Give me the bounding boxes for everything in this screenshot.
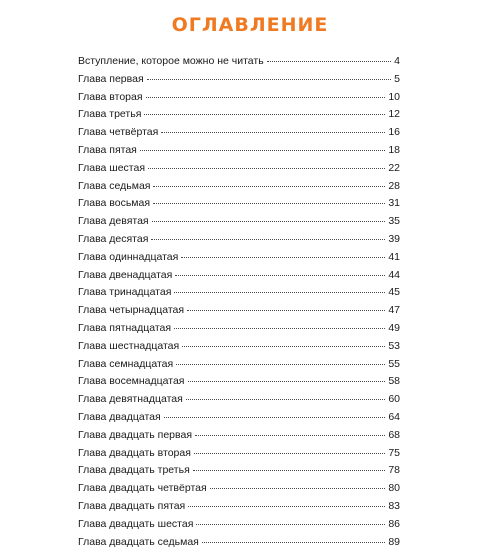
toc-entry	[78, 284, 400, 302]
toc-entry	[78, 320, 400, 338]
toc-entry	[78, 534, 400, 551]
toc-entry-title: Глава шестнадцатая	[78, 339, 180, 352]
toc-entry-page-number: 39	[388, 232, 400, 245]
toc-entry-page-number: 10	[388, 90, 400, 103]
dot-leader	[153, 202, 385, 204]
toc-entry-page-number: 89	[388, 535, 400, 548]
toc-entry-title: Глава первая	[78, 72, 144, 85]
toc-entry-page-number: 58	[388, 375, 400, 388]
toc-entry-title: Глава третья	[78, 108, 142, 121]
toc-entry-page-number: 83	[388, 499, 400, 512]
toc-entry-page-number: 22	[388, 161, 400, 174]
toc-entry	[78, 231, 400, 249]
toc-entry	[78, 498, 400, 516]
dot-leader	[164, 416, 386, 418]
dot-leader	[144, 113, 385, 115]
toc-entry-title: Глава двадцать четвёртая	[78, 482, 207, 495]
dot-leader	[146, 96, 386, 98]
toc-entry-title: Глава седьмая	[78, 179, 151, 192]
toc-entry	[78, 71, 400, 89]
dot-leader	[194, 452, 385, 454]
dot-leader	[202, 541, 385, 543]
dot-leader	[148, 167, 385, 169]
toc-entry-page-number: 64	[388, 410, 400, 423]
toc-entry-title: Глава вторая	[78, 90, 143, 103]
toc-entry-page-number: 75	[388, 446, 400, 459]
toc-entry	[78, 160, 400, 178]
toc-entry	[78, 195, 400, 213]
dot-leader	[175, 274, 385, 276]
toc-entry-page-number: 16	[388, 126, 400, 139]
dot-leader	[152, 220, 386, 222]
dot-leader	[176, 363, 385, 365]
toc-entry-page-number: 55	[388, 357, 400, 370]
toc-list	[78, 53, 400, 551]
toc-entry-title: Глава одиннадцатая	[78, 250, 179, 263]
toc-entry-title: Глава двадцать третья	[78, 464, 190, 477]
toc-entry	[78, 338, 400, 356]
toc-entry-title: Глава пятая	[78, 143, 137, 156]
toc-entry	[78, 106, 400, 124]
dot-leader	[196, 523, 385, 525]
toc-entry-page-number: 68	[388, 428, 400, 441]
dot-leader	[188, 380, 386, 382]
dot-leader	[151, 238, 385, 240]
toc-entry	[78, 267, 400, 285]
toc-entry	[78, 249, 400, 267]
toc-entry-title: Вступление, которое можно не читать	[78, 55, 264, 67]
toc-entry-page-number: 49	[388, 321, 400, 334]
toc-entry-page-number: 35	[388, 215, 400, 228]
toc-entry	[78, 142, 400, 160]
toc-entry	[78, 391, 400, 409]
toc-entry-page-number: 47	[388, 304, 400, 317]
toc-entry-page-number: 28	[388, 179, 400, 192]
toc-entry	[78, 480, 400, 498]
toc-entry-title: Глава девятая	[78, 215, 149, 228]
dot-leader	[140, 149, 385, 151]
dot-leader	[267, 60, 391, 62]
dot-leader	[195, 434, 385, 436]
toc-entry-page-number: 60	[388, 393, 400, 406]
toc-entry-page-number: 41	[388, 250, 400, 263]
dot-leader	[187, 309, 385, 311]
toc-entry-title: Глава двадцатая	[78, 410, 161, 423]
toc-entry	[78, 356, 400, 374]
toc-entry	[78, 409, 400, 427]
toc-entry	[78, 178, 400, 196]
dot-leader	[186, 398, 386, 400]
toc-entry	[78, 445, 400, 463]
dot-leader	[181, 256, 385, 258]
toc-entry-title: Глава пятнадцатая	[78, 321, 172, 334]
toc-entry-title: Глава четырнадцатая	[78, 304, 185, 317]
dot-leader	[174, 327, 385, 329]
toc-entry	[78, 213, 400, 231]
toc-entry-page-number: 78	[388, 464, 400, 477]
toc-entry-page-number: 45	[388, 286, 400, 299]
toc-entry	[78, 462, 400, 480]
dot-leader	[153, 185, 385, 187]
dot-leader	[147, 78, 392, 80]
toc-entry-page-number: 44	[388, 268, 400, 281]
toc-entry-title: Глава четвёртая	[78, 126, 159, 139]
dot-leader	[174, 291, 385, 293]
toc-entry-title: Глава двадцать пятая	[78, 499, 186, 512]
toc-entry-title: Глава двадцать седьмая	[78, 535, 199, 548]
toc-entry-title: Глава тринадцатая	[78, 286, 172, 299]
toc-entry-page-number: 4	[394, 55, 400, 67]
dot-leader	[161, 131, 385, 133]
toc-entry-title: Глава семнадцатая	[78, 357, 174, 370]
dot-leader	[182, 345, 385, 347]
dot-leader	[188, 505, 385, 507]
toc-entry-title: Глава шестая	[78, 161, 146, 174]
toc-entry	[78, 89, 400, 107]
toc-entry-title: Глава двадцать шестая	[78, 517, 194, 530]
toc-entry-title: Глава восьмая	[78, 197, 151, 210]
toc-entry-page-number: 86	[388, 517, 400, 530]
toc-entry	[78, 302, 400, 320]
toc-entry	[78, 53, 400, 71]
toc-entry-page-number: 18	[388, 143, 400, 156]
dot-leader	[193, 469, 386, 471]
toc-heading: ОГЛАВЛЕНИЕ	[171, 14, 329, 36]
toc-entry-title: Глава девятнадцатая	[78, 393, 183, 406]
toc-entry-page-number: 31	[388, 197, 400, 210]
toc-entry-title: Глава двадцать первая	[78, 428, 193, 441]
dot-leader	[210, 487, 386, 489]
toc-entry	[78, 124, 400, 142]
toc-entry	[78, 373, 400, 391]
toc-entry-page-number: 5	[394, 72, 400, 85]
toc-entry	[78, 427, 400, 445]
toc-entry-page-number: 53	[388, 339, 400, 352]
toc-entry	[78, 516, 400, 534]
toc-entry-title: Глава двенадцатая	[78, 268, 173, 281]
toc-entry-title: Глава восемнадцатая	[78, 375, 185, 388]
toc-entry-title: Глава двадцать вторая	[78, 446, 191, 459]
toc-entry-page-number: 12	[388, 108, 400, 121]
toc-entry-page-number: 80	[388, 482, 400, 495]
toc-entry-title: Глава десятая	[78, 232, 149, 245]
